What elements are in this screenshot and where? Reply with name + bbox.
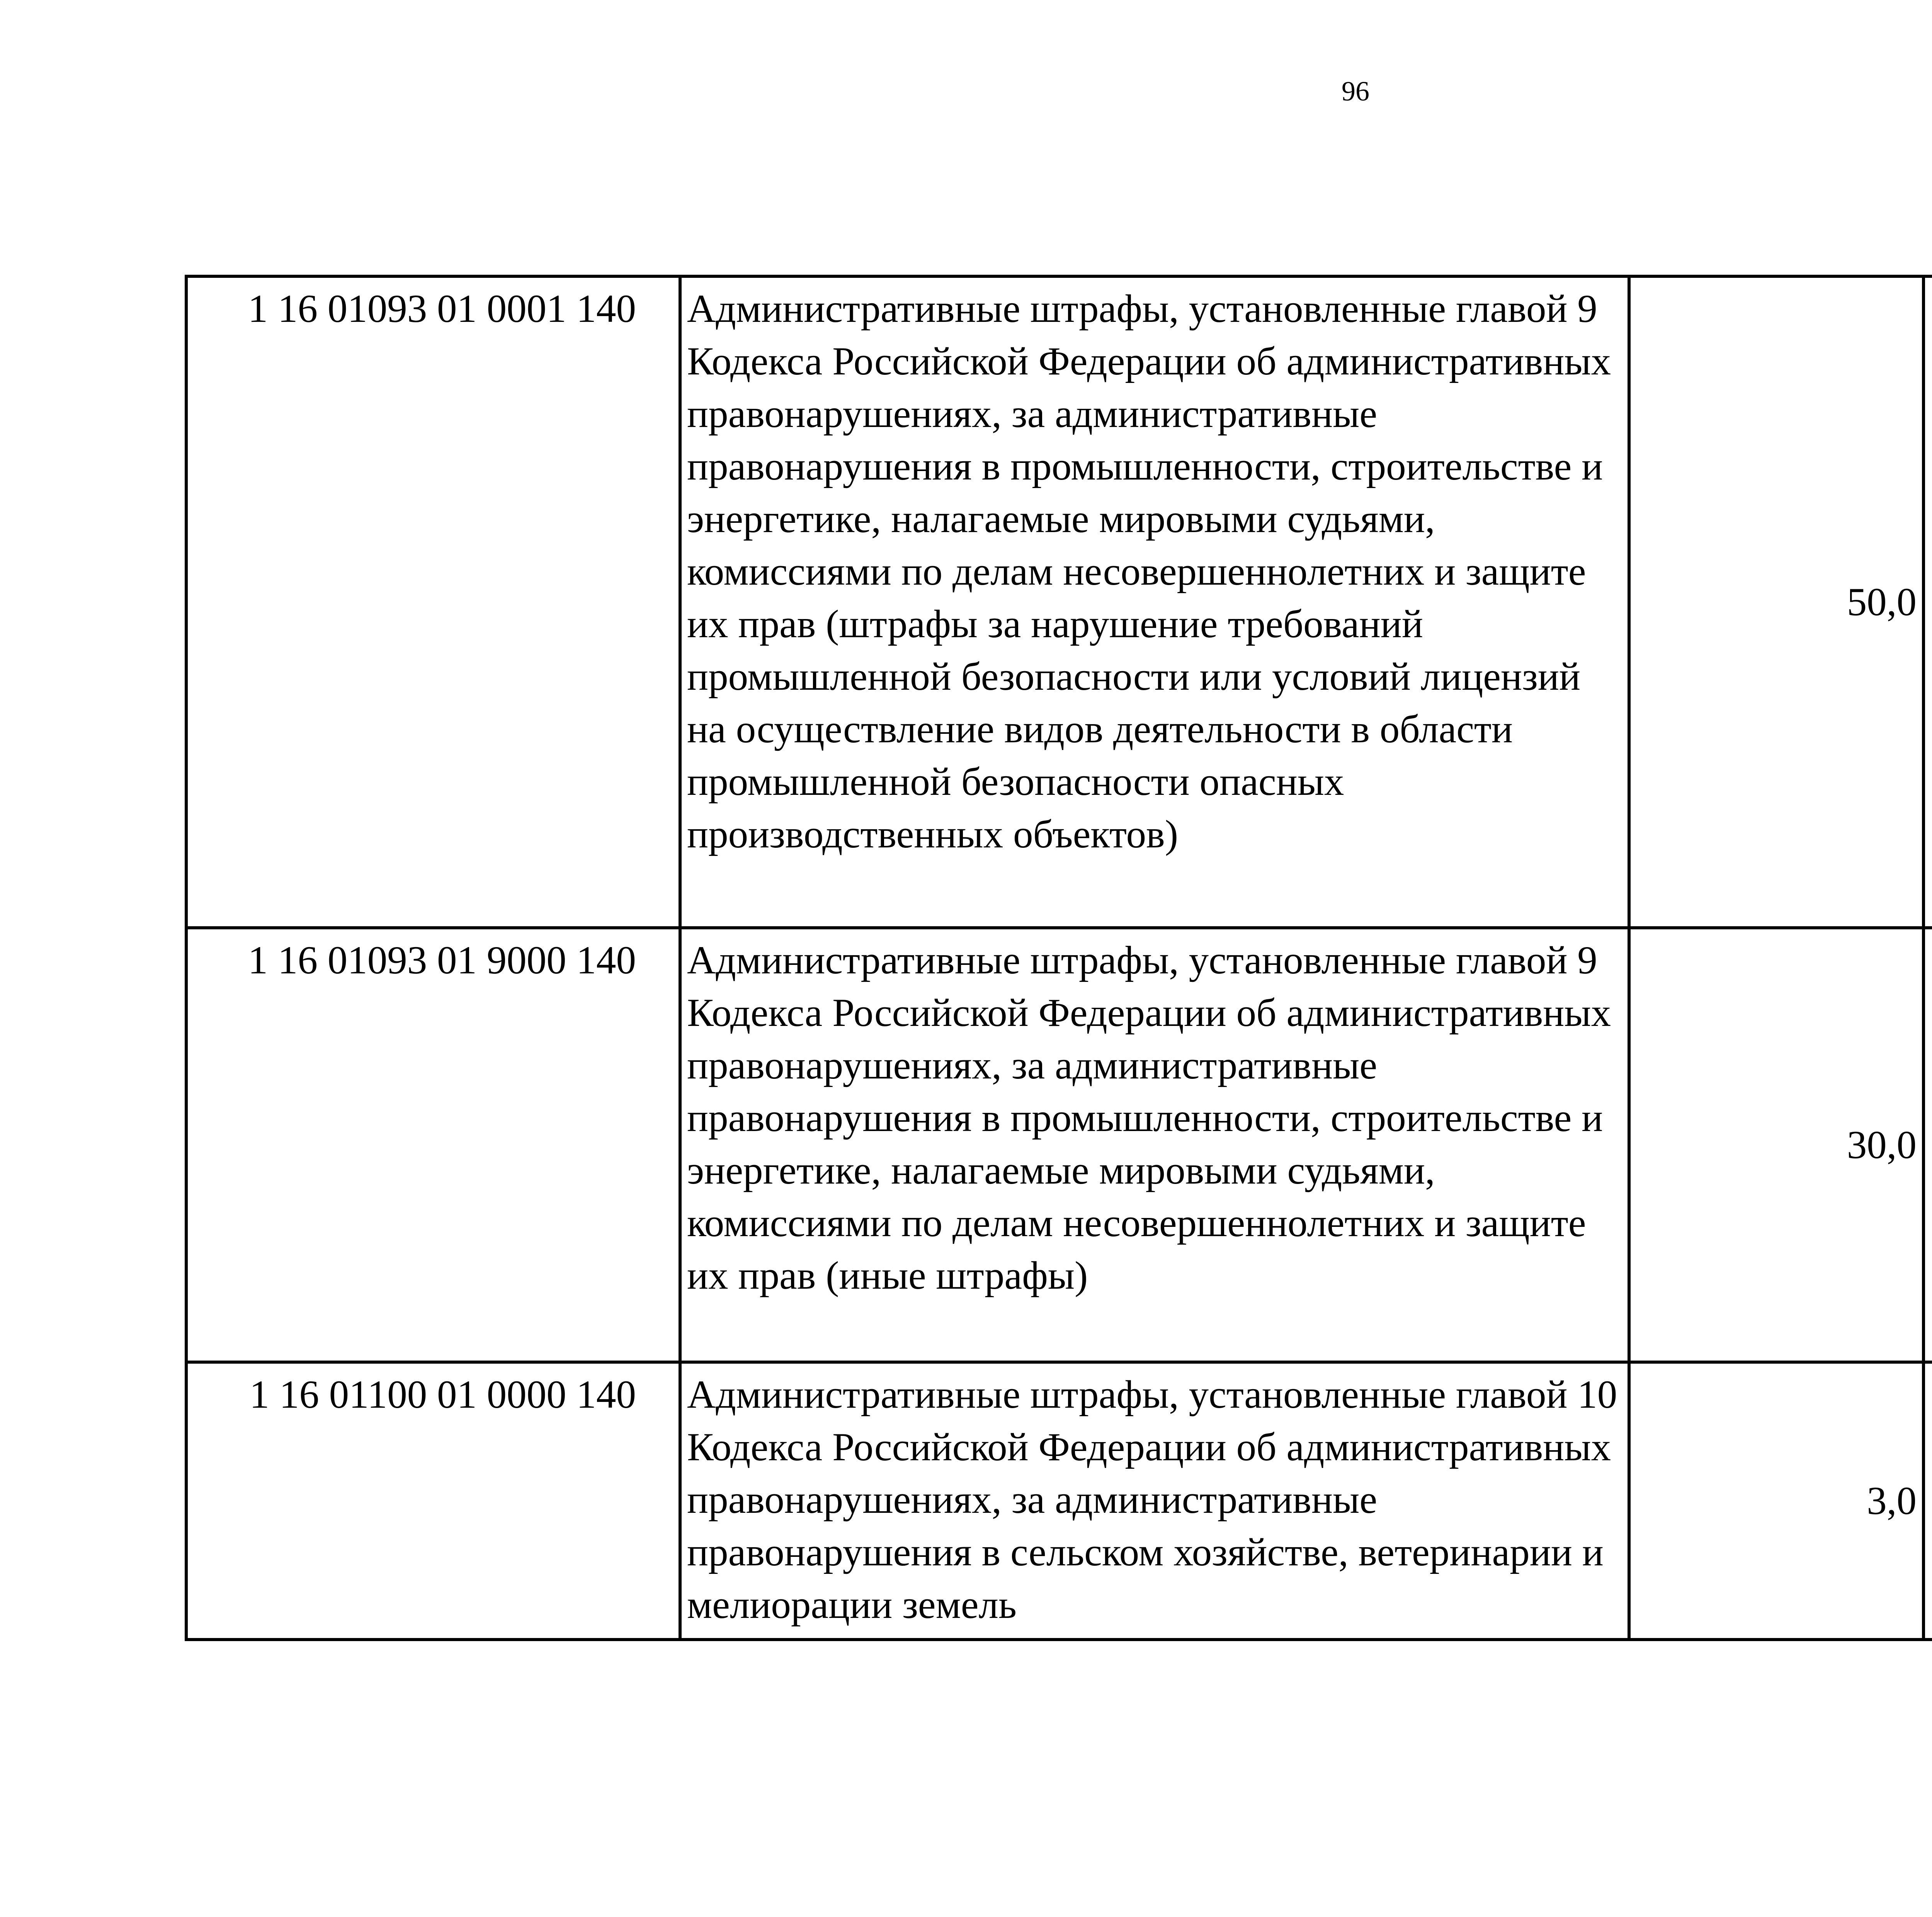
table-row — [186, 928, 1932, 1362]
budget-table — [185, 275, 1932, 1641]
description-cell: Административные штрафы, установленные главой 10 Кодекса Российской Федерации об административных правонарушениях, за административные правонарушения в сельском хозяйстве, ветеринарии и мелиорации земель — [680, 1362, 1629, 1640]
budget-code-cell: 1 16 01093 01 9000 140 — [186, 928, 680, 1362]
description-cell: Административные штрафы, установленные главой 9 Кодекса Российской Федерации об административных правонарушениях, за административные правонарушения в промышленности, строительстве и энергетике, налагаемые мировыми судьями, комиссиями по делам несовершеннолетних и защите их прав (штрафы за нарушение требований промышленной безопасности или условий лицензий на осуществление видов деятельности в области промышленной безопасности опасных производственных объектов) — [680, 276, 1629, 928]
table-row — [186, 276, 1932, 928]
description-cell: Административные штрафы, установленные главой 9 Кодекса Российской Федерации об административных правонарушениях, за административные правонарушения в промышленности, строительстве и энергетике, налагаемые мировыми судьями, комиссиями по делам несовершеннолетних и защите их прав (иные штрафы) — [680, 928, 1629, 1362]
page-number: 96 — [1342, 76, 1369, 107]
table-row — [186, 1362, 1932, 1640]
value-cell — [1923, 928, 1932, 1362]
value-cell: 3,0 — [1629, 1362, 1923, 1640]
budget-code-cell: 1 16 01100 01 0000 140 — [186, 1362, 680, 1640]
value-cell: 30,0 — [1629, 928, 1923, 1362]
value-cell: 50,0 — [1629, 276, 1923, 928]
value-cell — [1923, 1362, 1932, 1640]
value-cell — [1923, 276, 1932, 928]
budget-code-cell: 1 16 01093 01 0001 140 — [186, 276, 680, 928]
